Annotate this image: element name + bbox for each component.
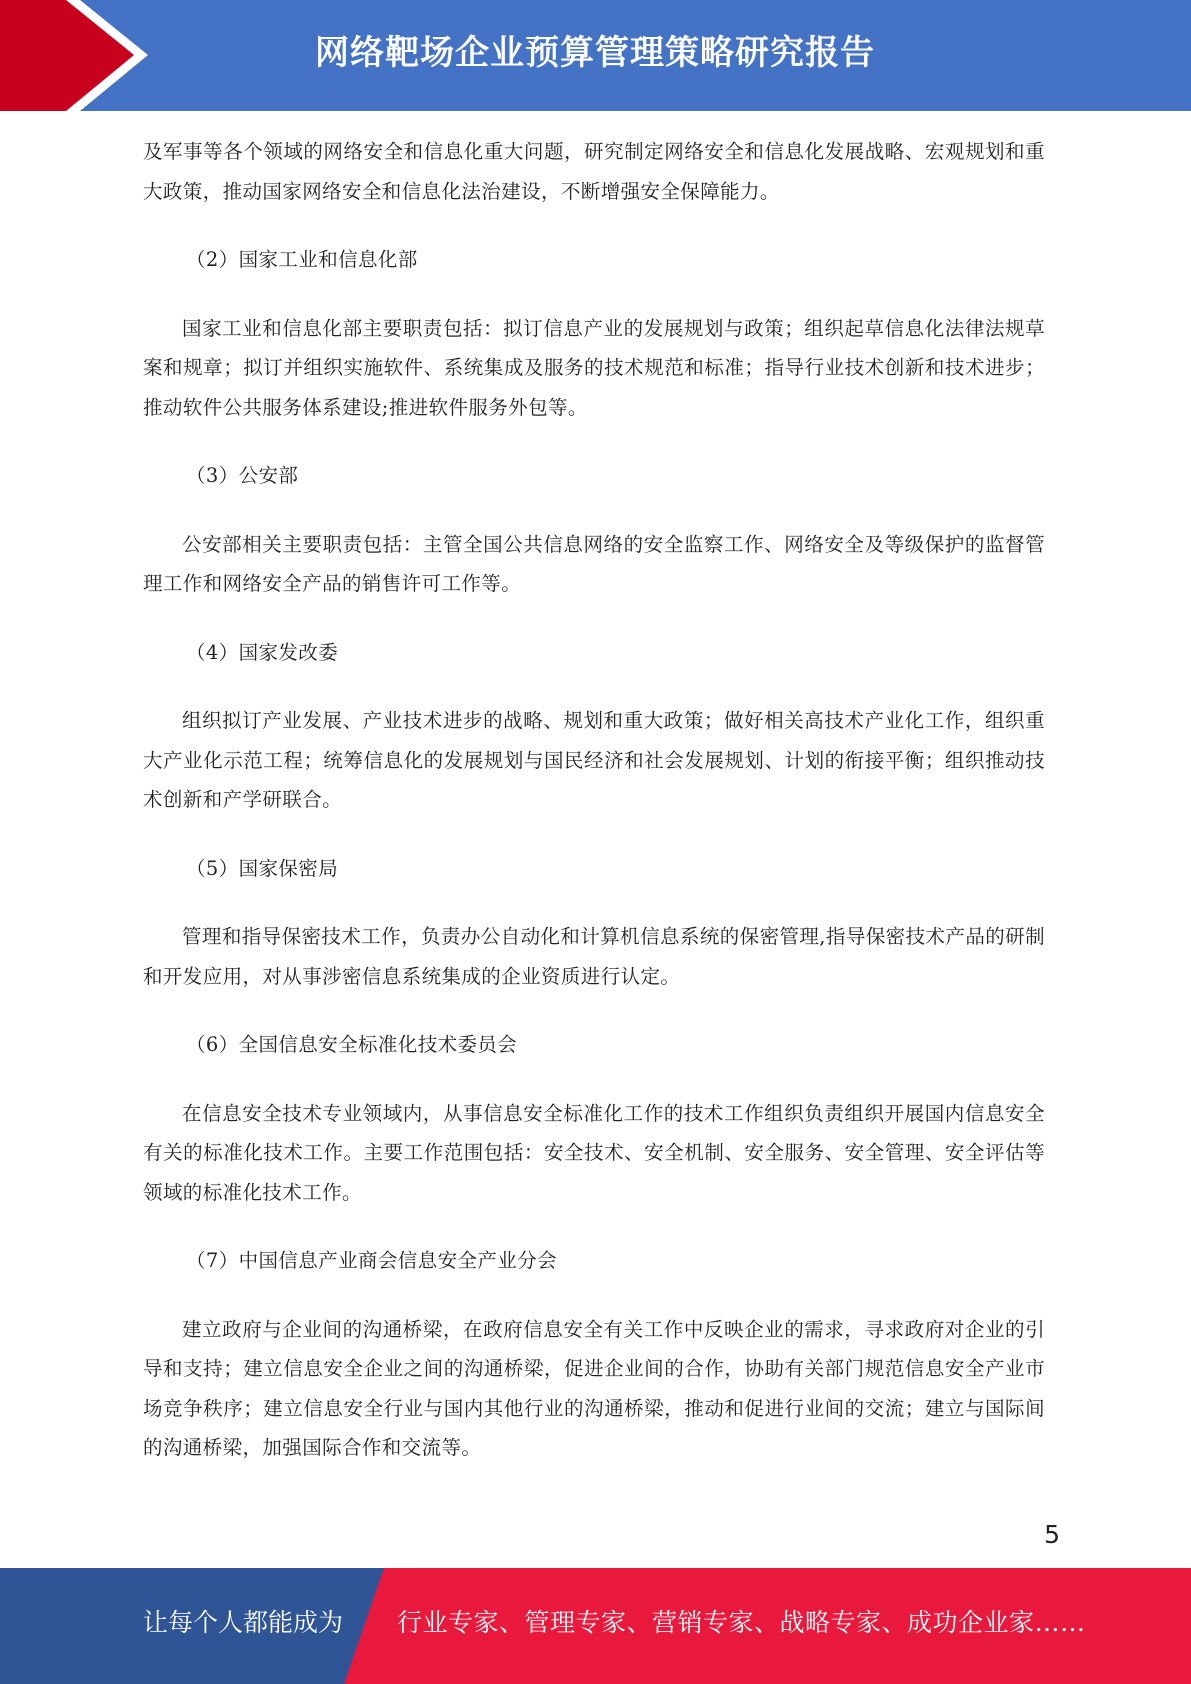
page-header <box>0 0 1191 111</box>
page-footer <box>0 1568 1191 1684</box>
document-title: 网络靶场企业预算管理策略研究报告 <box>315 33 875 73</box>
section-body: 国家工业和信息化部主要职责包括：拟订信息产业的发展规划与政策；组织起草信息化法律法规草案和规章；拟订并组织实施软件、系统集成及服务的技术规范和标准；指导行业技术创新和技术进步；推动软件公共服务体系建设;推进软件服务外包等。 <box>143 316 1045 419</box>
section-heading: （5）国家保密局 <box>186 856 339 880</box>
section-body: 公安部相关主要职责包括：主管全国公共信息网络的安全监察工作、网络安全及等级保护的监督管理工作和网络安全产品的销售许可工作等。 <box>143 532 1045 595</box>
page-number: 5 <box>1044 1520 1060 1549</box>
section-heading: （3）公安部 <box>186 464 299 487</box>
page-content <box>143 132 1045 1468</box>
section-heading: （6）全国信息安全标准化技术委员会 <box>186 1033 518 1056</box>
section-body: 管理和指导保密技术工作，负责办公自动化和计算机信息系统的保密管理,指导保密技术产品的研制和开发应用，对从事涉密信息系统集成的企业资质进行认定。 <box>143 925 1045 988</box>
section-heading: （4）国家发改委 <box>186 640 339 664</box>
section-body: 建立政府与企业间的沟通桥梁，在政府信息安全有关工作中反映企业的需求，寻求政府对企业的引导和支持；建立信息安全企业之间的沟通桥梁，促进企业间的合作，协助有关部门规范信息安全产业市场竞争秩序；建立信息安全行业与国内其他行业的沟通桥梁，推动和促进行业间的交流；建立与国际间的沟通桥梁，加强国际合作和交流等。 <box>143 1317 1045 1459</box>
footer-slogan-left: 让每个人都能成为 <box>143 1608 344 1637</box>
section-heading: （2）国家工业和信息化部 <box>186 248 418 271</box>
section-body: 在信息安全技术专业领域内，从事信息安全标准化工作的技术工作组织负责组织开展国内信息安全有关的标准化技术工作。主要工作范围包括：安全技术、安全机制、安全服务、安全管理、安全评估等领域的标准化技术工作。 <box>143 1101 1045 1204</box>
footer-slogan-right: 行业专家、管理专家、营销专家、战略专家、成功企业家…… <box>397 1608 1086 1637</box>
section-heading: （7）中国信息产业商会信息安全产业分会 <box>186 1249 558 1272</box>
intro-paragraph: 及军事等各个领域的网络安全和信息化重大问题，研究制定网络安全和信息化发展战略、宏观规划和重大政策，推动国家网络安全和信息化法治建设，不断增强安全保障能力。 <box>143 140 1045 203</box>
section-body: 组织拟订产业发展、产业技术进步的战略、规划和重大政策；做好相关高技术产业化工作，组织重大产业化示范工程；统筹信息化的发展规划与国民经济和社会发展规划、计划的衔接平衡；组织推动技术创新和产学研联合。 <box>143 709 1045 811</box>
